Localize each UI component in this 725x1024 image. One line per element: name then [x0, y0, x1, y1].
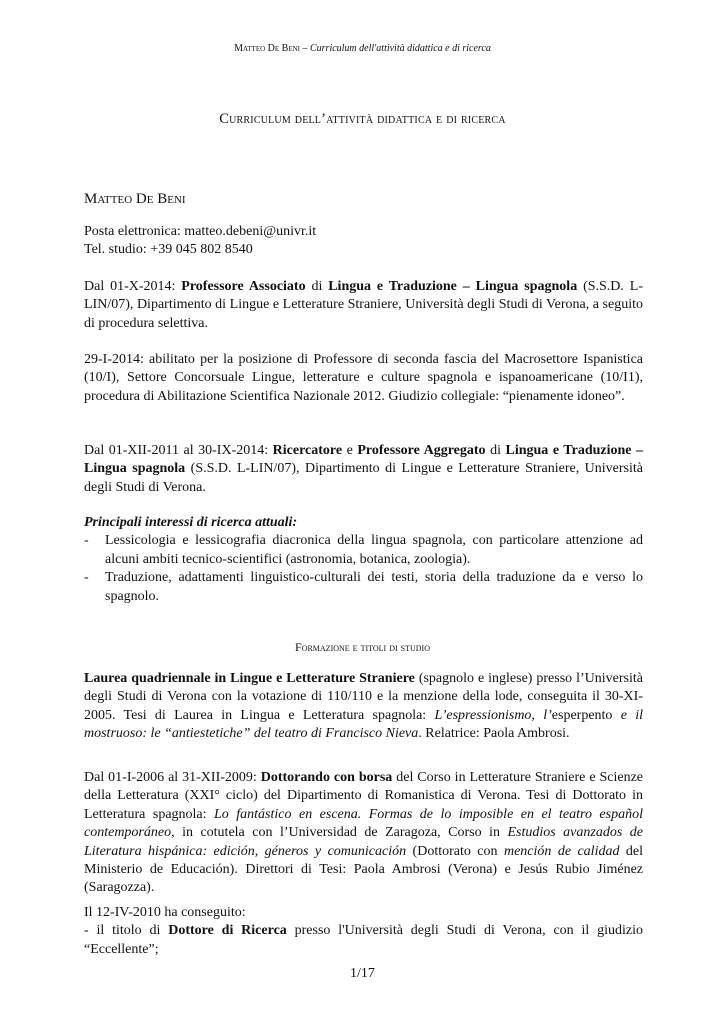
interest-text: Lessicologia e lessicografia diacronica della lingua spagnola, con particolare attenzione ad alcuni ambiti tecnico-scientifici (astronomia, botanica, zoologia).: [105, 533, 643, 567]
laurea-text1: (spagnolo e inglese) presso l’Università degli Studi di Verona con la votazione di 110/110 e la menzione della lode, conseguita il 30-XI-2005. Tesi di Laurea in Lingua e Letteratura spagnola:: [84, 671, 643, 723]
laurea-thesis-italic1: L’espressionismo, l’: [434, 707, 552, 723]
block1-role: Professore Associato: [181, 279, 306, 294]
list-item: [84, 569, 643, 606]
dottorando-date: Dal 01-I-2006 al 31-XII-2009:: [84, 770, 261, 785]
position-associate: [84, 278, 643, 333]
laurea-paragraph: [84, 670, 643, 744]
laurea-thesis-roman: esperpento: [551, 707, 613, 723]
laurea-text2: . Relatrice: Paola Ambrosi.: [418, 726, 570, 742]
author-name: Matteo De Beni: [84, 191, 186, 207]
conseguito-pre: - il titolo di: [84, 923, 169, 939]
block3-role2: Professore Aggregato: [357, 443, 486, 458]
conseguito-post: presso l'Università degli Studi di Verona, con il giudizio “Eccellente”;: [84, 923, 644, 957]
email-line: Posta elettronica: matteo.debeni@univr.it: [84, 224, 317, 239]
block1-mid: di: [305, 279, 329, 294]
dottorando-text3: (Dottorato con: [406, 843, 504, 859]
page-number: 1/17: [350, 966, 375, 981]
position-ricercatore: [84, 442, 643, 497]
research-interests: [84, 514, 643, 606]
document-title: Curriculum dell’attività didattica e di ricerca: [219, 111, 506, 127]
abilitazione-paragraph: 29-I-2014: abilitato per la posizione di Professore di seconda fascia del Macrosettore Ispanistica (10/I), Settore Concorsuale Lingue, letterature e culture spagnola e ispanoamericane (10/I1), procedura di Abilitazione Scientifica Nazionale 2012. Giudizio collegiale: “pienamente idoneo”.: [84, 352, 643, 404]
interest-text: Traduzione, adattamenti linguistico-culturali dei testi, storia della traduzione da e verso lo spagnolo.: [105, 570, 643, 604]
interests-list: [84, 532, 643, 606]
contact-info: [84, 223, 643, 260]
laurea-thesis-italic2: e il mostruoso: le “antiestetiche” del teatro di Francisco Nieva: [84, 707, 643, 742]
dottorando-course: Estudios avanzados de Literatura hispánica: edición, géneros y comunicación: [84, 825, 643, 859]
block1-details: (S.S.D. L-LIN/07), Dipartimento di Lingue e Letterature Straniere, Università degli Studi di Verona, a seguito di procedura selettiva.: [84, 279, 643, 331]
dottorato-paragraph: [84, 769, 643, 898]
block3-and: e: [342, 443, 358, 458]
dottorando-thesis-title: Lo fantástico en escena. Formas de lo imposible en el teatro español contemporáneo: [84, 806, 643, 841]
block3-mid: di: [485, 443, 506, 458]
block3-details: (S.S.D. L-LIN/07), Dipartimento di Lingue e Letterature Straniere, Università degli Studi di Verona.: [84, 461, 643, 495]
interests-heading: Principali interessi di ricerca attuali:: [84, 515, 298, 530]
header-separator: –: [299, 43, 310, 54]
bullet-dash: -: [84, 570, 89, 586]
section-heading: Formazione e titoli di studio: [295, 640, 430, 654]
conseguito-intro: Il 12-IV-2010 ha conseguito:: [84, 905, 246, 920]
block1-subject: Lingua e Traduzione – Lingua spagnola: [328, 279, 578, 294]
block3-date: Dal 01-XII-2011 al 30-IX-2014:: [84, 443, 273, 458]
running-header: [0, 43, 725, 54]
dottorando-title: Dottorando con borsa: [260, 770, 393, 785]
laurea-title: Laurea quadriennale in Lingue e Letterature Straniere: [84, 671, 415, 686]
bullet-dash: -: [84, 533, 89, 549]
block1-date: Dal 01-X-2014:: [84, 279, 182, 294]
block3-role1: Ricercatore: [272, 443, 343, 458]
block3-subject: Lingua e Traduzione – Lingua spagnola: [84, 443, 644, 477]
phone-line: Tel. studio: +39 045 802 8540: [84, 242, 253, 258]
dottorando-text1: del Corso in Letterature Straniere e Scienze della Letteratura (XXI° ciclo) del Dipartimento di Romanistica di Verona. Tesi di Dottorato in Letteratura spagnola:: [84, 770, 644, 822]
dottorando-text2: , in cotutela con l’Universidad de Zaragoza, Corso in: [171, 825, 508, 841]
header-author: Matteo De Beni: [234, 43, 300, 54]
header-subtitle: Curriculum dell'attività didattica e di ricerca: [309, 43, 491, 54]
dottorando-text4: del Ministerio de Educación). Direttori di Tesi: Paola Ambrosi (Verona) e Jesús Rubio Jiménez (Saragozza).: [84, 843, 644, 896]
list-item: [84, 532, 643, 569]
dottorando-mention: mención de calidad: [503, 843, 620, 859]
conseguito-degree: Dottore di Ricerca: [168, 923, 287, 939]
conseguito-paragraph: [84, 904, 643, 959]
